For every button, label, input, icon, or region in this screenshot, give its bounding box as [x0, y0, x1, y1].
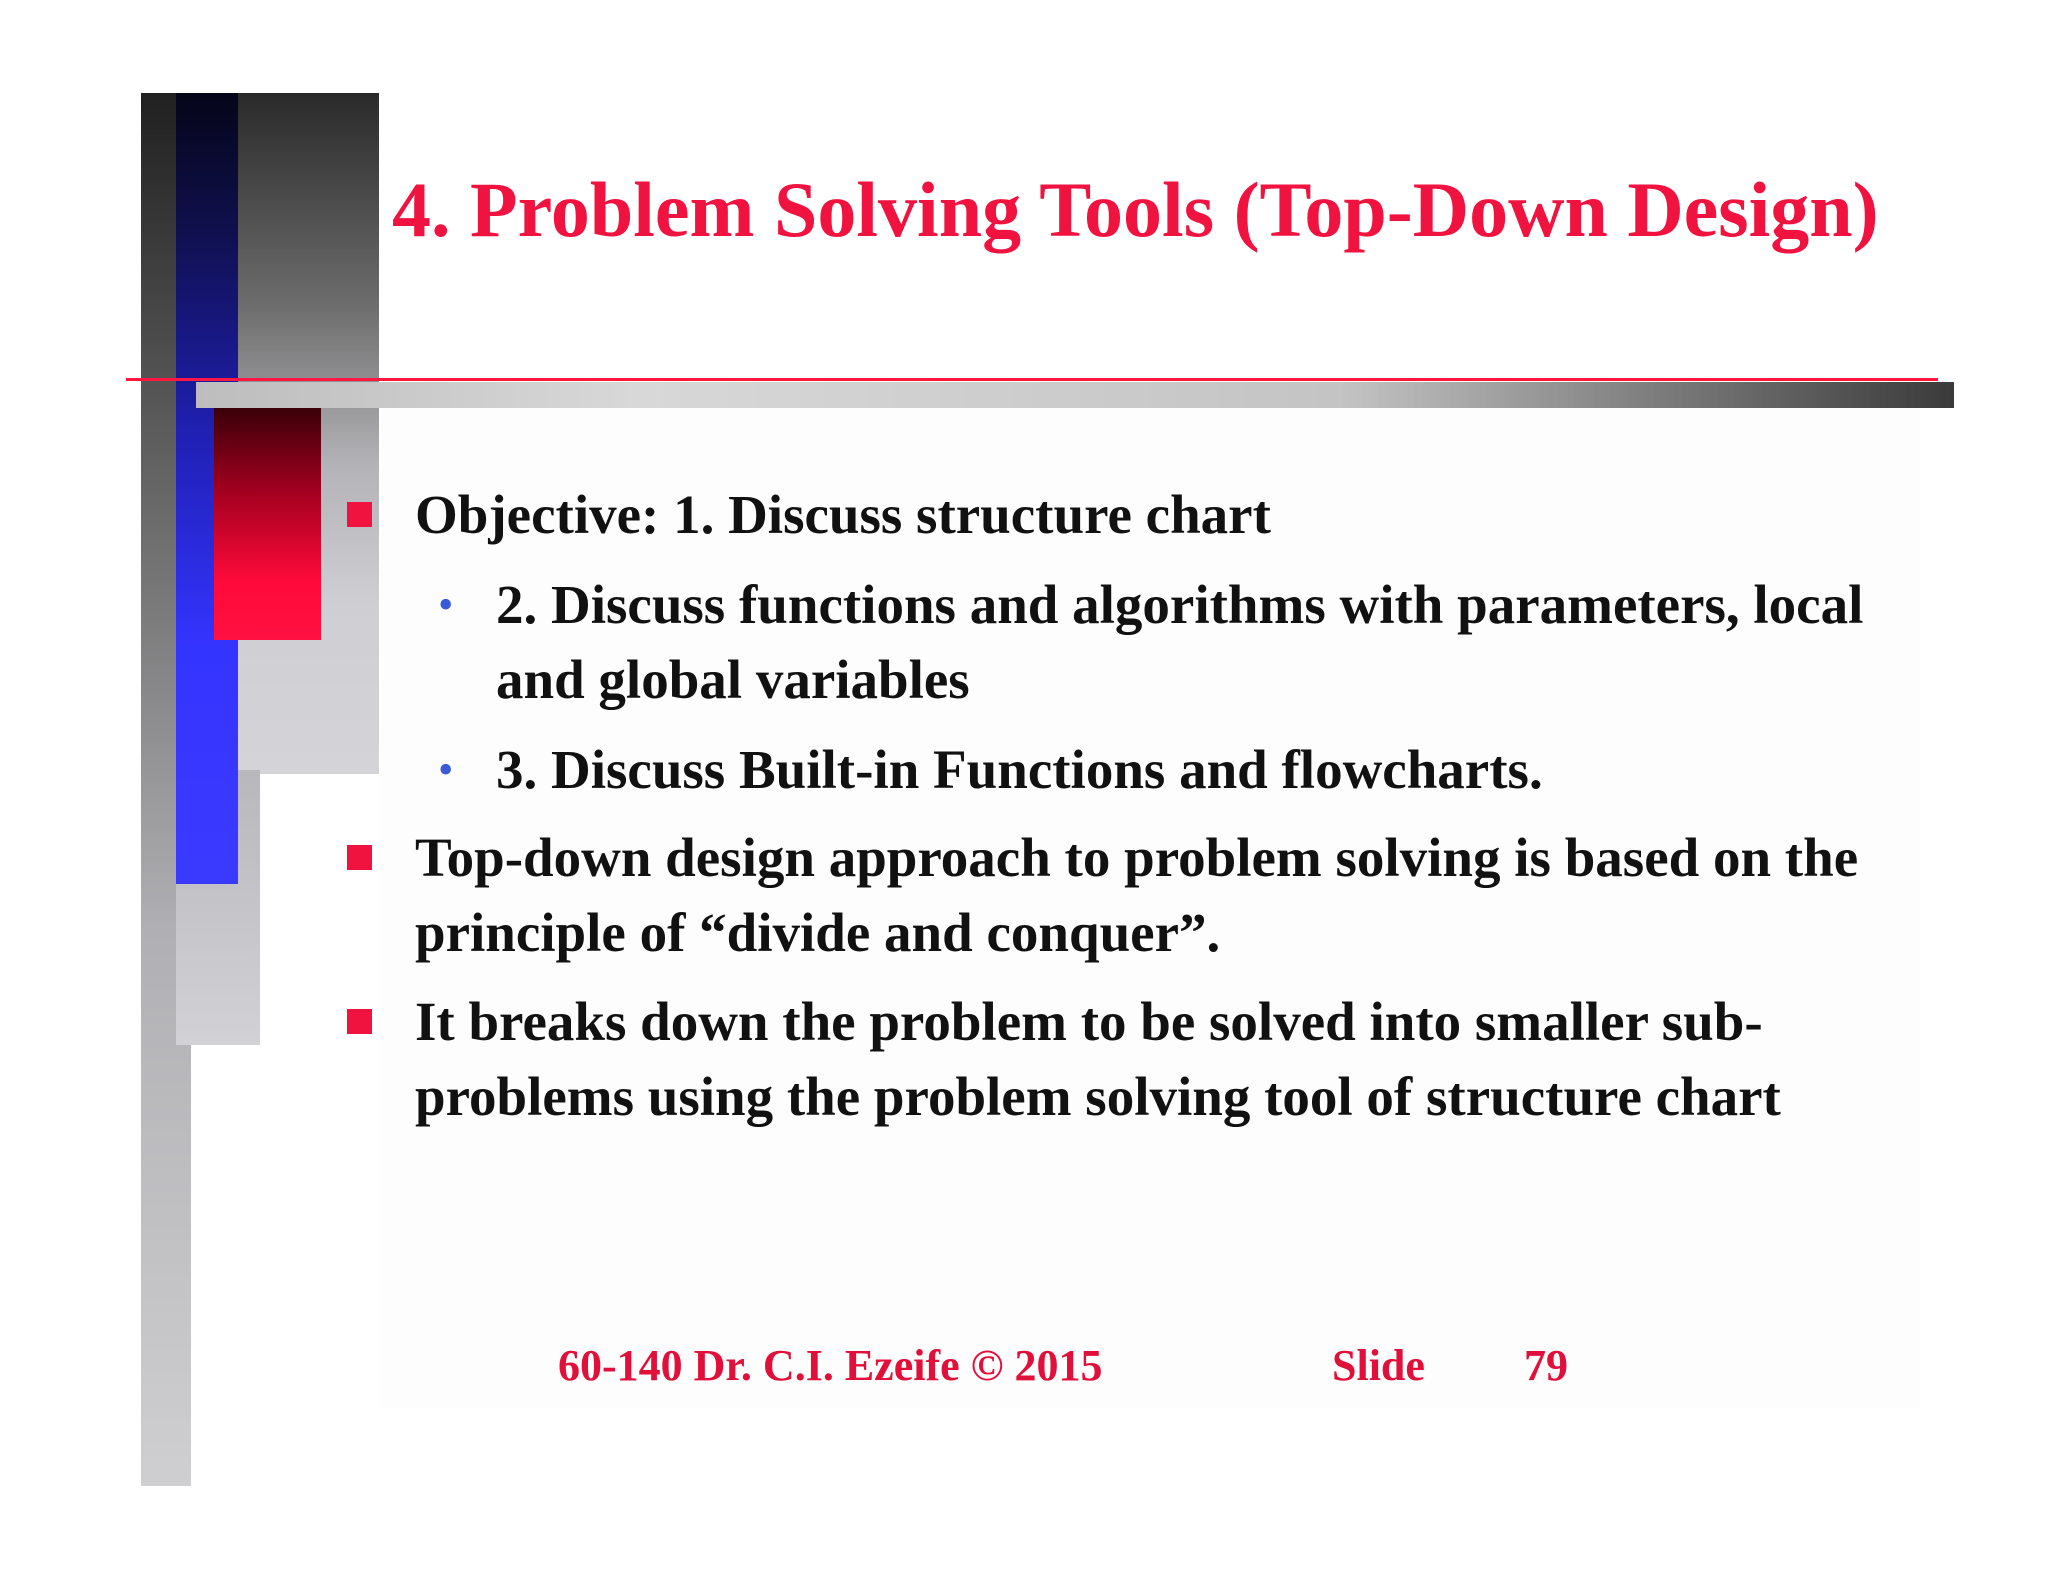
footer-slide-label: Slide — [1332, 1341, 1425, 1390]
dot-bullet-icon: • — [438, 745, 454, 794]
sub-bullet-builtin — [438, 732, 1916, 807]
square-bullet-icon — [347, 845, 372, 870]
bullet-text: Top-down design approach to problem solving is based on the principle of “divide and conquer”. — [415, 827, 1859, 963]
dot-bullet-icon: • — [438, 580, 454, 629]
square-bullet-icon — [347, 502, 372, 527]
sub-bullet-functions — [438, 567, 1916, 717]
sub-bullet-text: 3. Discuss Built-in Functions and flowcharts. — [496, 739, 1543, 800]
footer-course-author: 60-140 Dr. C.I. Ezeife © 2015 — [558, 1341, 1103, 1390]
bullet-text: Objective: 1. Discuss structure chart — [415, 484, 1271, 545]
sub-bullet-text: 2. Discuss functions and algorithms with parameters, local and global variables — [496, 574, 1864, 710]
footer-slide-number: 79 — [1524, 1341, 1568, 1390]
bullet-text: It breaks down the problem to be solved into smaller sub-problems using the problem solving tool of structure chart — [415, 991, 1781, 1127]
bullet-objective — [415, 477, 1895, 552]
square-bullet-icon — [347, 1009, 372, 1034]
bullet-top-down — [415, 820, 1895, 970]
bullet-breaks-down — [415, 984, 1895, 1134]
slide-title: 4. Problem Solving Tools (Top-Down Design) — [392, 166, 1879, 253]
